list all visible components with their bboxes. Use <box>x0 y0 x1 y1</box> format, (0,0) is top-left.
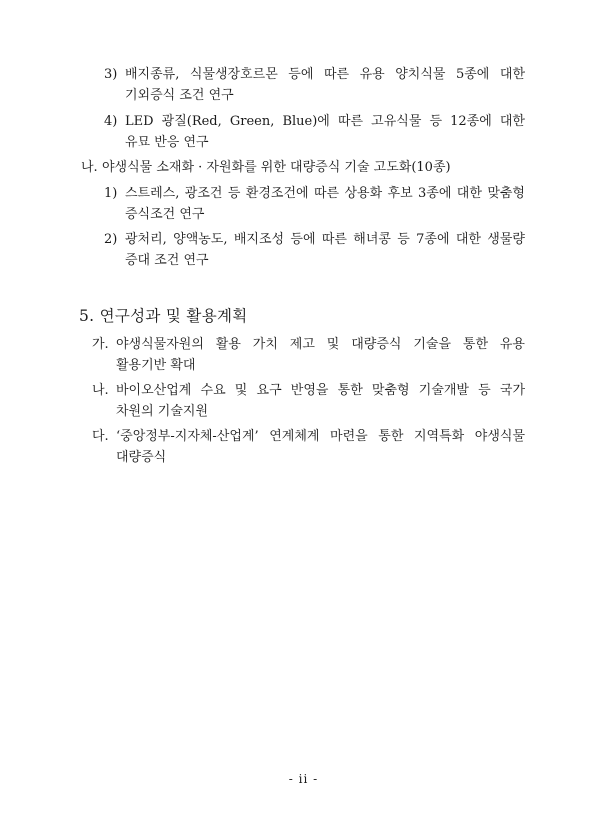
list-item-line: ‘중앙정부-지자체-산업계’ 연계체계 마련을 통한 지역특화 야생식물 <box>116 429 525 444</box>
list-marker: 2) <box>104 232 118 247</box>
list-item-line: 증식조건 연구 <box>125 207 205 222</box>
list-item-line: 광처리, 양액농도, 배지조성 등에 따른 해녀콩 등 7종에 대한 생물량 <box>125 232 525 247</box>
section-heading: 5. 연구성과 및 활용계획 <box>79 307 248 325</box>
list-item <box>125 64 525 106</box>
list-item-line: 활용기반 확대 <box>116 358 196 373</box>
subsection-title: 야생식물 소재화 · 자원화를 위한 대량증식 기술 고도화(10종) <box>102 160 451 175</box>
list-item-line: 유묘 반응 연구 <box>125 135 209 150</box>
list-item-line: 대량증식 <box>116 450 167 465</box>
list-marker: 가. <box>92 337 109 352</box>
list-item <box>116 334 525 376</box>
list-item-line: 스트레스, 광조건 등 환경조건에 따른 상용화 후보 3종에 대한 맞춤형 <box>125 186 525 201</box>
list-marker: 나. <box>92 383 109 398</box>
list-item-line: 증대 조건 연구 <box>125 253 209 268</box>
list-marker: 3) <box>104 67 118 82</box>
list-item <box>116 426 525 468</box>
list-item-line: 차원의 기술지원 <box>116 404 209 419</box>
list-item-line: 기외증식 조건 연구 <box>125 88 234 103</box>
list-item <box>125 111 525 153</box>
page-number: - ii - <box>288 772 319 786</box>
list-item-line: 배지종류, 식물생장호르몬 등에 따른 유용 양치식물 5종에 대한 <box>125 67 525 82</box>
list-marker: 4) <box>104 114 118 129</box>
list-item <box>125 183 525 225</box>
list-item <box>116 380 525 422</box>
list-marker: 다. <box>92 429 109 444</box>
list-item <box>125 229 525 271</box>
list-marker: 1) <box>104 186 118 201</box>
list-item-line: 바이오산업계 수요 및 요구 반영을 통한 맞춤형 기술개발 등 국가 <box>116 383 525 398</box>
list-item-line: 야생식물자원의 활용 가치 제고 및 대량증식 기술을 통한 유용 <box>116 337 525 352</box>
list-item-line: LED 광질(Red, Green, Blue)에 따른 고유식물 등 12종에 대한 <box>125 114 525 129</box>
subsection-label: 나. <box>81 160 98 175</box>
